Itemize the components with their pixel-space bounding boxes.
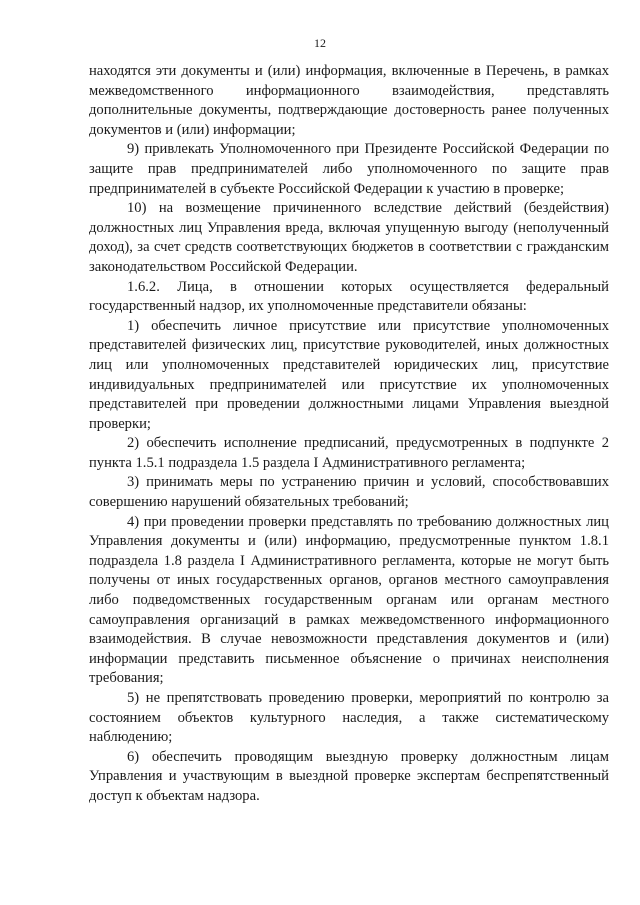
paragraph-duty-6: 6) обеспечить проводящим выездную проверку должностным лицам Управления и участвующим в выездной проверке экспертам беспрепятственный доступ к объектам надзора. bbox=[89, 748, 609, 804]
paragraph-item-9: 9) привлекать Уполномоченного при Президенте Российской Федерации по защите прав предпринимателей либо уполномоченного по защите прав предпринимателей в субъекте Российской Федерации к участию в проверке; bbox=[89, 141, 609, 197]
paragraph-duty-3: 3) принимать меры по устранению причин и условий, способствовавших совершению нарушений обязательных требований; bbox=[89, 474, 609, 511]
document-body bbox=[89, 62, 609, 807]
page-number: 12 bbox=[314, 36, 326, 50]
paragraph-section-1-6-2: 1.6.2. Лица, в отношении которых осуществляется федеральный государственный надзор, их уполномоченные представители обязаны: bbox=[89, 278, 609, 315]
paragraph-duty-5: 5) не препятствовать проведению проверки, мероприятий по контролю за состоянием объектов культурного наследия, а также систематическому наблюдению; bbox=[89, 690, 609, 746]
paragraph-duty-2: 2) обеспечить исполнение предписаний, предусмотренных в подпункте 2 пункта 1.5.1 подраздела 1.5 раздела I Административного регламента; bbox=[89, 435, 609, 471]
paragraph-item-10: 10) на возмещение причиненного вследствие действий (бездействия) должностных лиц Управления вреда, включая упущенную выгоду (неполученный доход), за счет средств соответствующих бюджетов в соответствии с гражданским законодательством Российской Федерации. bbox=[89, 200, 609, 275]
paragraph-duty-1: 1) обеспечить личное присутствие или присутствие уполномоченных представителей физических лиц, присутствие руководителей, иных должностных лиц или уполномоченных представителей юридических лиц, присутствие индивидуальных предпринимателей или присутствие их уполномоченных представителей при проведении должностными лицами Управления выездной проверки; bbox=[89, 317, 609, 432]
paragraph-duty-4: 4) при проведении проверки представлять по требованию должностных лиц Управления документы и (или) информацию, предусмотренные пунктом 1.8.1 подраздела 1.8 раздела I Административного регламента, которые не могут быть получены от иных государственных органов, органов местного самоуправления либо подведомственных государственным органам или органам местного самоуправления организаций в рамках межведомственного информационного взаимодействия. В случае невозможности представления документов и (или) информации представить письменное объяснение о причинах неисполнения требования; bbox=[89, 513, 609, 687]
paragraph-continuation: находятся эти документы и (или) информация, включенные в Перечень, в рамках межведомственного информационного взаимодействия, представлять дополнительные документы, подтверждающие достоверность ранее полученных документов и (или) информации; bbox=[89, 63, 609, 138]
